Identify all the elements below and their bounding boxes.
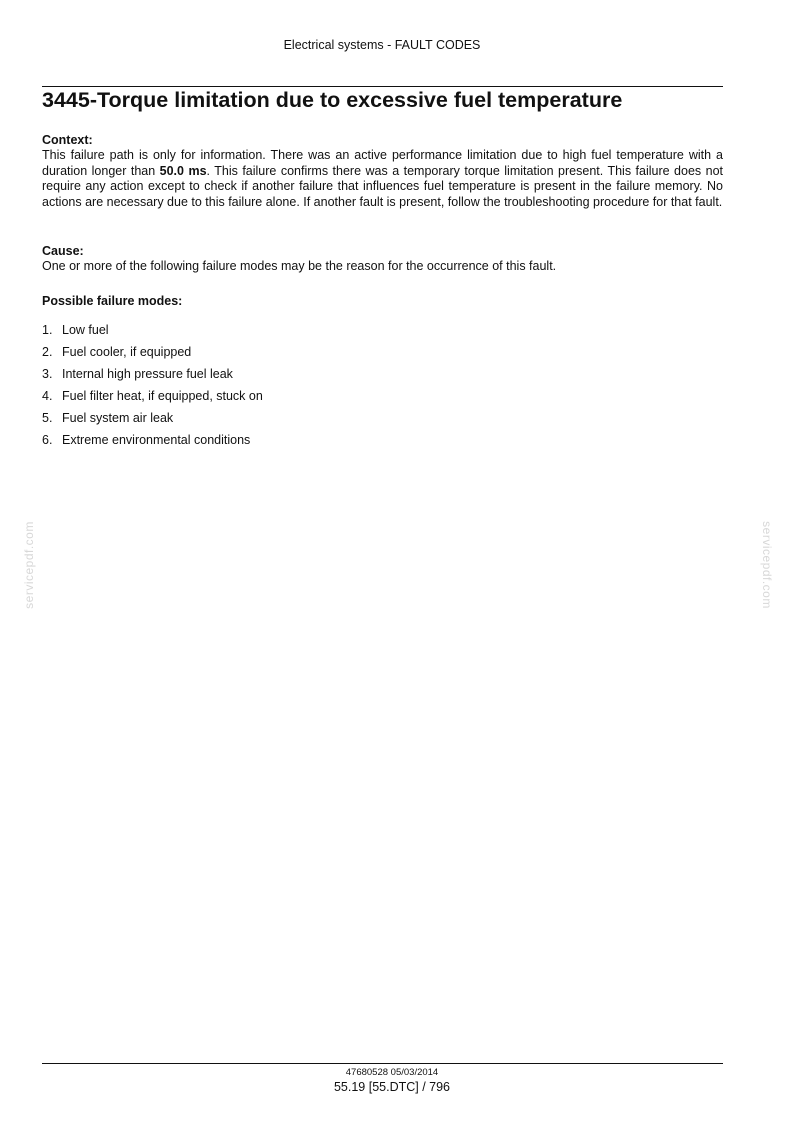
context-text-end: . This failure confirms there was a temporary torque limitation present. This failure does not require any action except to check if another failure that influences fuel temperature is present in the failure memory. No actions are necessary due to this failure alone. If another fault is present, follow the troubleshooting procedure for that fault. (42, 163, 724, 209)
failure-mode-number: 1. (42, 323, 53, 337)
failure-mode-text: Low fuel (62, 323, 109, 337)
page-title: 3445-Torque limitation due to excessive fuel temperature (42, 88, 623, 112)
running-header: Electrical systems - FAULT CODES (283, 38, 481, 52)
failure-modes-list (42, 321, 263, 453)
failure-mode-text: Fuel cooler, if equipped (62, 345, 192, 359)
footer-page-reference: 55.19 [55.DTC] / 796 (333, 1080, 451, 1094)
footer-document-id: 47680528 05/03/2014 (345, 1067, 439, 1078)
footer-divider (42, 1063, 723, 1064)
context-heading: Context: (42, 133, 93, 147)
failure-mode-item (42, 365, 263, 387)
cause-paragraph: One or more of the following failure modes may be the reason for the occurrence of this fault. (42, 259, 557, 273)
failure-mode-item (42, 387, 263, 409)
context-text-start: This failure path is only for information. There was an active performance limitation due to high fuel temperature with a duration longer than (42, 148, 723, 178)
failure-mode-text: Fuel filter heat, if equipped, stuck on (62, 389, 263, 403)
failure-mode-number: 4. (42, 389, 53, 403)
failure-mode-item (42, 343, 263, 365)
context-paragraph (42, 148, 723, 210)
failure-mode-number: 6. (42, 433, 53, 447)
watermark-right: servicepdf.com (760, 521, 774, 609)
failure-mode-item (42, 321, 263, 343)
header-divider (42, 86, 723, 87)
failure-mode-item (42, 409, 263, 431)
failure-mode-text: Extreme environmental conditions (62, 433, 251, 447)
failure-mode-number: 5. (42, 411, 53, 425)
failure-mode-text: Fuel system air leak (62, 411, 174, 425)
watermark-left: servicepdf.com (22, 521, 36, 609)
context-duration-value: 50.0 ms (159, 163, 207, 178)
failure-mode-number: 3. (42, 367, 53, 381)
cause-heading: Cause: (42, 244, 84, 258)
failure-modes-heading: Possible failure modes: (42, 294, 183, 308)
failure-mode-text: Internal high pressure fuel leak (62, 367, 233, 381)
failure-mode-item (42, 431, 263, 453)
failure-mode-number: 2. (42, 345, 53, 359)
